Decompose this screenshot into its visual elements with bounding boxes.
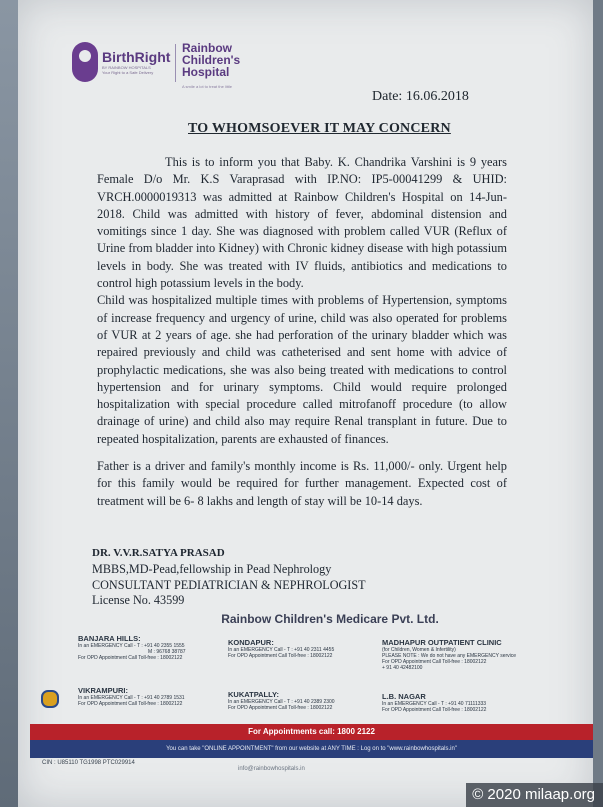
milaap-watermark: © 2020 milaap.org	[466, 783, 603, 807]
letter-body	[97, 154, 507, 510]
branch-kondapur: KONDAPUR: In an EMERGENCY Call - T : +91 40 2311 4455 For OPD Appointment Call Toll-free : 18002122	[228, 638, 335, 659]
birthright-logo	[72, 42, 170, 82]
logo1-sub1: BY RAINBOW HOSPITALS	[102, 65, 151, 70]
logo2-line3: Hospital	[182, 65, 230, 79]
branch-lb-nagar: L.B. NAGAR In an EMERGENCY Call - T : +91 40 71111333 For OPD Appointment Call Toll-free : 18002122	[382, 692, 487, 713]
appointments-band: For Appointments call: 1800 2122	[30, 724, 593, 740]
branch-vikrampuri: VIKRAMPURI: In an EMERGENCY Call - T : +91 40 2789 1531 For OPD Appointment Call Toll-free : 18002122	[78, 686, 185, 707]
paragraph-3: Father is a driver and family's monthly income is Rs. 11,000/- only. Urgent help for this family would be required for further management. Expected cost of treatment will be 6- 8 lakhs and length of stay will be 10-14 days.	[97, 459, 507, 508]
letter-title: TO WHOMSOEVER IT MAY CONCERN	[188, 121, 451, 136]
cin-number: CIN : U85110 TG1998 PTC029914	[42, 760, 135, 766]
logo-divider	[175, 44, 176, 82]
birthright-logo-icon	[72, 42, 98, 82]
letterhead-footer	[30, 612, 590, 772]
doctor-license: License No. 43599	[92, 593, 185, 608]
logo2-line1: Rainbow	[182, 41, 232, 55]
paragraph-1: This is to inform you that Baby. K. Chandrika Varshini is 9 years Female D/o Mr. K.S Varaprasad with IP.NO: IP5-00041299 & UHID: VRCH.0000019313 was admitted at Rainbow Children's Hospital on 14-Jun-2018. Child was admitted with history of fever, abdominal distension and vomitings since 1 day. She was diagnosed with problem called VUR (Reflux of Urine from bladder into Kidney) with Chronic kidney disease with high potassium levels in body. She was treated with IV fluids, antibiotics and medications to control high potassium levels in the body.	[97, 155, 507, 291]
paragraph-2: Child was hospitalized multiple times with problems of Hypertension, symptoms of increase frequency and urgency of urine, child was also operated for problems of VUR at 2 years of age. she had perforation of the urinary bladder which was repaired previously and child was catheterised and sent home with advice of prophylactic medications, she was also being treated with medications to control hypertension and for urinary symptoms. Child would require prolonged hospitalization with special procedure called mitrofanoff procedure (to allow drainage of urine) and child also may require Renal transplant in future. Due to repeated hospitalization, parents are exhausted of finances.	[97, 293, 507, 446]
branch-madhapur: MADHAPUR OUTPATIENT CLINIC (for Children, Women & Infertility) PLEASE NOTE : We do not have any EMERGENCY service For OPD Appointment Call Toll-free : 18002122 + 91 40 42482100	[382, 638, 517, 671]
letter-date: Date: 16.06.2018	[372, 89, 469, 104]
logo2-sub: A smile a lot to treat the little	[182, 84, 233, 89]
doctor-qualification: MBBS,MD-Pead,fellowship in Pead Nephrology	[92, 561, 332, 576]
company-name: Rainbow Children's Medicare Pvt. Ltd.	[221, 612, 439, 626]
doctor-designation: CONSULTANT PEDIATRICIAN & NEPHROLOGIST	[92, 577, 366, 592]
doctor-name: DR. V.V.R.SATYA PRASAD	[92, 547, 225, 559]
online-appointment-band: You can take "ONLINE APPOINTMENT" from our website at ANY TIME : Log on to "www.rainbowhospitals.in"	[30, 740, 593, 758]
hospital-seal-icon	[41, 690, 59, 708]
logo2-line2: Children's	[182, 53, 241, 67]
branch-banjara-hills: BANJARA HILLS: In an EMERGENCY Call - T : +91 40 2355 1555 M : 96768 38787 For OPD Appointment Call Toll-free : 18002122	[78, 634, 186, 661]
logo1-sub2: Your Right to a Safe Delivery	[102, 70, 154, 75]
branch-kukatpally: KUKATPALLY: In an EMERGENCY Call - T : +91 40 2389 2300 For OPD Appointment Call Toll-free : 18002122	[228, 690, 335, 711]
logo1-name: BirthRight	[102, 49, 171, 65]
footer-email: info@rainbowhospitals.in	[238, 766, 305, 772]
rainbow-logo	[182, 42, 240, 93]
branch-list	[30, 634, 590, 734]
signature-block	[92, 546, 366, 609]
